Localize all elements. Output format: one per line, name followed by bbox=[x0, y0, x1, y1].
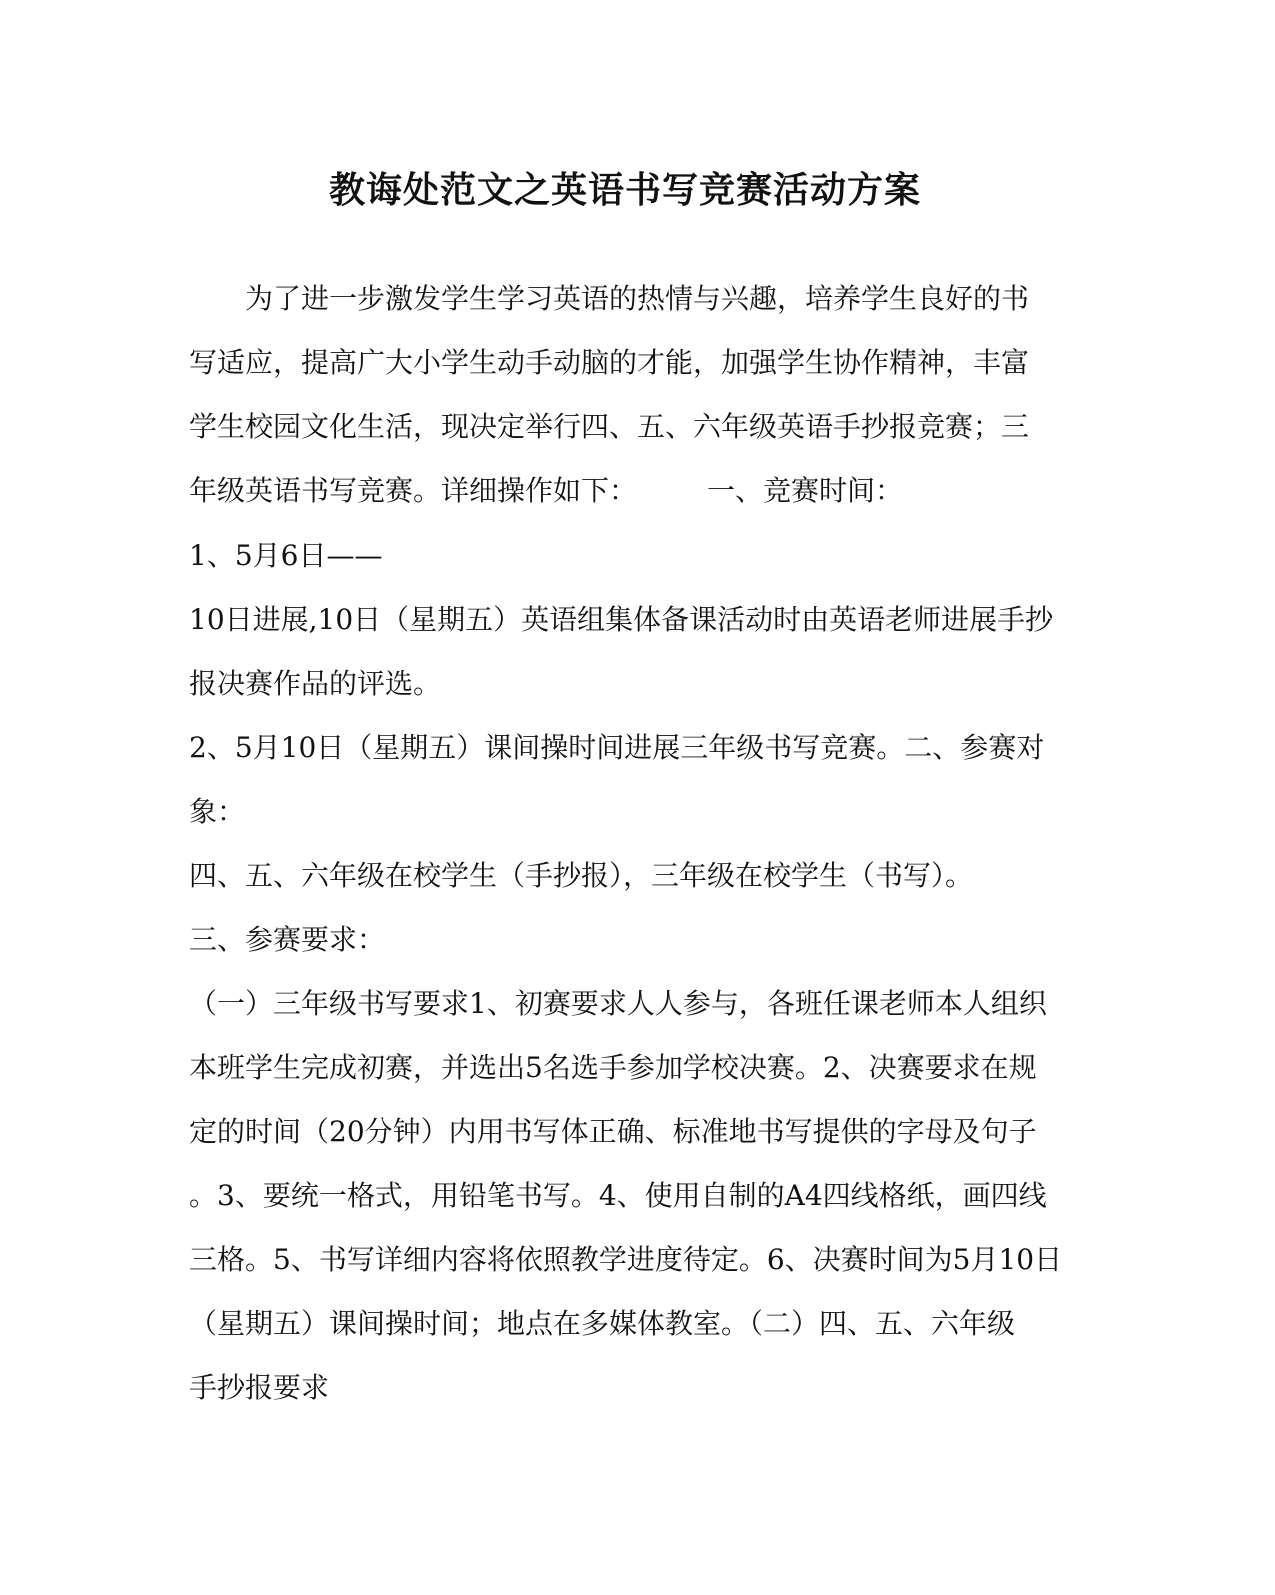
body-line: 三、参赛要求： bbox=[189, 923, 386, 956]
body-line: 四、五、六年级在校学生（手抄报），三年级在校学生（书写）。 bbox=[189, 859, 974, 892]
body-line: 定的时间（20分钟）内用书写体正确、标准地书写提供的字母及句子 bbox=[189, 1115, 1037, 1148]
body-line: 三格。5、书写详细内容将依照教学进度待定。6、决赛时间为5月10日 bbox=[189, 1243, 1063, 1276]
document-title: 教诲处范文之英语书写竞赛活动方案 bbox=[328, 169, 921, 211]
body-line: （星期五）课间操时间；地点在多媒体教室。（二）四、五、六年级 bbox=[189, 1307, 1016, 1340]
body-line: 。3、要统一格式，用铅笔书写。4、使用自制的A4四线格纸，画四线 bbox=[189, 1179, 1047, 1212]
body-line: （一）三年级书写要求1、初赛要求人人参与，各班任课老师本人组织 bbox=[189, 987, 1047, 1020]
body-line: 10日进展,10日（星期五）英语组集体备课活动时由英语老师进展手抄 bbox=[189, 603, 1054, 636]
body-line: 1、5月6日—— bbox=[189, 539, 383, 572]
body-line: 手抄报要求 bbox=[189, 1371, 330, 1404]
body-line: 为了进一步激发学生学习英语的热情与兴趣，培养学生良好的书 bbox=[189, 282, 1030, 315]
body-line: 报决赛作品的评选。 bbox=[189, 667, 442, 700]
body-line: 象： bbox=[189, 795, 246, 828]
body-line: 写适应，提高广大小学生动手动脑的才能，加强学生协作精神，丰富 bbox=[189, 346, 1030, 379]
body-line: 年级英语书写竞赛。详细操作如下： 一、竞赛时间： bbox=[189, 474, 904, 507]
body-line: 学生校园文化生活，现决定举行四、五、六年级英语手抄报竞赛；三 bbox=[189, 410, 1030, 443]
body-line: 本班学生完成初赛，并选出5名选手参加学校决赛。2、决赛要求在规 bbox=[189, 1051, 1037, 1084]
body-line: 2、5月10日（星期五）课间操时间进展三年级书写竞赛。二、参赛对 bbox=[189, 731, 1045, 764]
